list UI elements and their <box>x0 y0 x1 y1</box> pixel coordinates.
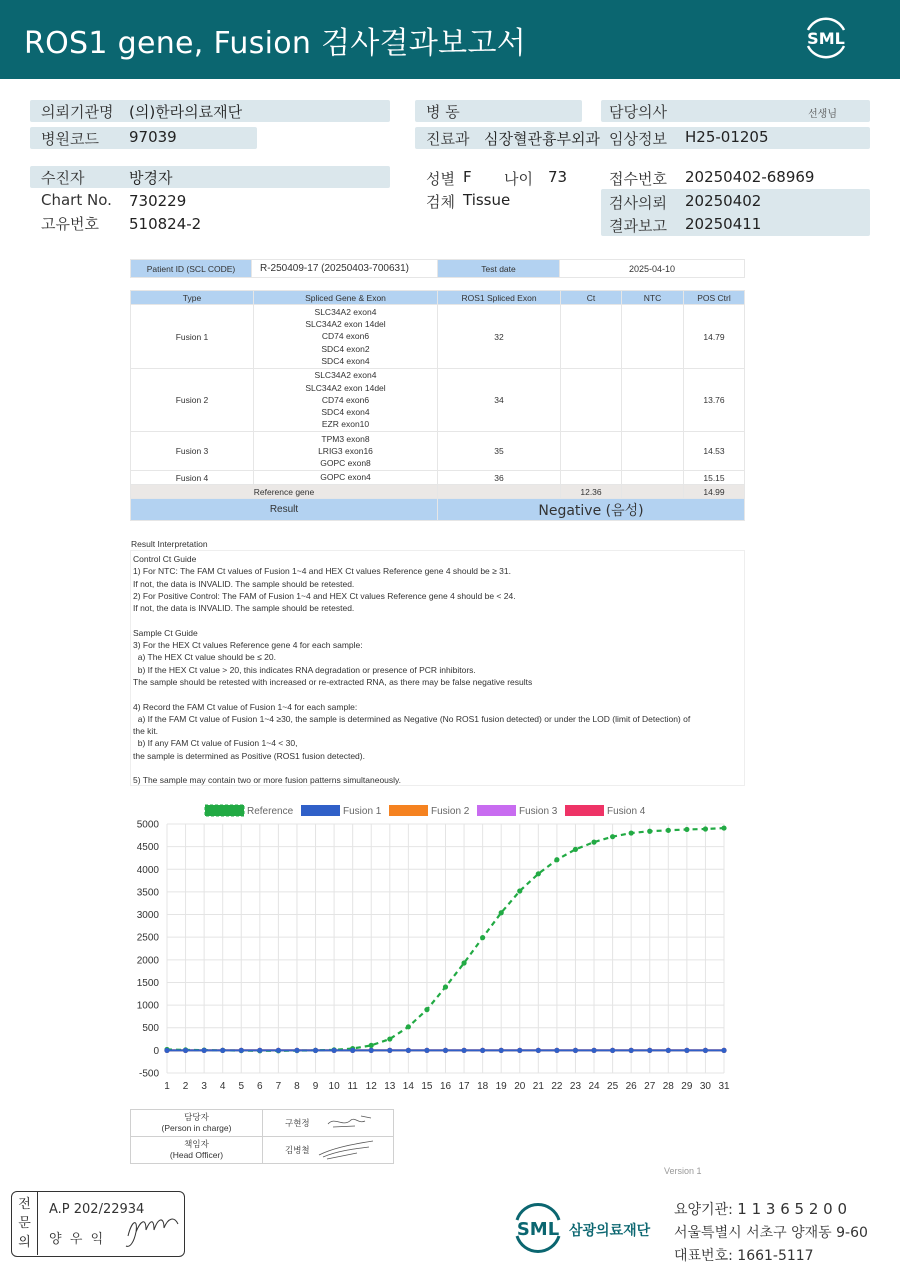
result-row <box>131 499 745 521</box>
ntc-cell <box>622 369 684 432</box>
data-point <box>721 1048 726 1053</box>
footer-provider-value: 1 1 3 6 5 2 0 0 <box>737 1200 848 1218</box>
x-tick-label: 13 <box>384 1081 396 1092</box>
data-point <box>461 1048 466 1053</box>
x-tick-label: 7 <box>275 1081 282 1092</box>
gene-line: EZR exon10 <box>321 419 370 430</box>
interpretation-line <box>133 688 742 700</box>
x-tick-label: 8 <box>294 1081 300 1092</box>
sml-logo-text: SML <box>807 29 845 48</box>
stamp-name: 양 우 익 <box>49 1232 104 1247</box>
data-point <box>517 1048 522 1053</box>
sml-logo-icon <box>800 12 852 64</box>
head-officer-role-en: (Head Officer) <box>169 1150 224 1160</box>
type-cell: Fusion 4 <box>131 471 254 485</box>
x-tick-label: 26 <box>625 1081 637 1092</box>
doctor-suffix: 선생님 <box>808 109 837 120</box>
legend-label: Fusion 1 <box>343 806 382 817</box>
data-point <box>573 1048 578 1053</box>
footer-org-name: 삼광의료재단 <box>569 1223 651 1239</box>
type-cell: Fusion 2 <box>131 369 254 432</box>
data-point <box>591 840 596 845</box>
col-header-exon: ROS1 Spliced Exon <box>438 291 561 305</box>
data-point <box>276 1048 281 1053</box>
data-point <box>666 828 671 833</box>
unique-label: 고유번호 <box>41 215 99 233</box>
data-point <box>517 888 522 893</box>
data-point <box>443 984 448 989</box>
reference-exon <box>438 485 561 499</box>
data-point <box>313 1048 318 1053</box>
hospital-code-label: 병원코드 <box>41 130 99 148</box>
request-value: 20250402 <box>685 192 762 210</box>
data-point <box>369 1043 374 1048</box>
x-tick-label: 21 <box>532 1081 544 1092</box>
signature-row-1 <box>131 1110 394 1137</box>
y-tick-label: 0 <box>153 1045 159 1057</box>
data-point <box>294 1048 299 1053</box>
stamp-side-label <box>12 1192 38 1255</box>
data-point <box>480 935 485 940</box>
x-tick-label: 6 <box>257 1081 263 1092</box>
interpretation-line: the kit. <box>133 726 159 737</box>
interpretation-title: Result Interpretation <box>131 539 208 549</box>
chart-value: 730229 <box>129 192 187 210</box>
chart-label: Chart No. <box>41 191 112 209</box>
data-point <box>387 1048 392 1053</box>
interpretation-line: The sample should be retested with increased or re-extracted RNA, as there may be false negative results <box>133 676 533 687</box>
data-point <box>387 1036 392 1041</box>
type-cell: Fusion 3 <box>131 432 254 471</box>
x-tick-label: 17 <box>458 1081 470 1092</box>
pos-cell: 13.76 <box>684 369 745 432</box>
head-officer-role-ko: 책임자 <box>184 1139 209 1149</box>
x-tick-label: 16 <box>439 1081 452 1092</box>
interpretation-line: 5) The sample may contain two or more fusion patterns simultaneously. <box>133 775 402 786</box>
result-label: Result <box>131 499 438 521</box>
legend-swatch <box>565 805 604 816</box>
x-tick-label: 20 <box>514 1081 526 1092</box>
y-tick-label: 5000 <box>136 819 159 831</box>
x-tick-label: 4 <box>219 1081 226 1092</box>
person-in-charge-role-en: (Person in charge) <box>161 1123 232 1133</box>
pos-cell: 15.15 <box>684 471 745 485</box>
interpretation-line: the sample is determined as Positive (ROS1 fusion detected). <box>133 750 365 761</box>
exon-cell: 32 <box>438 305 561 369</box>
reference-ct: 12.36 <box>561 485 622 499</box>
ct-cell <box>561 432 622 471</box>
data-point <box>610 834 615 839</box>
col-header-pos: POS Ctrl <box>684 291 745 305</box>
legend-label: Fusion 4 <box>607 806 646 817</box>
data-point <box>499 1048 504 1053</box>
data-point <box>406 1024 411 1029</box>
interpretation-line <box>133 614 742 626</box>
gene-line: GOPC exon8 <box>320 458 371 469</box>
stamp-code: A.P 202/22934 <box>49 1202 145 1217</box>
pos-cell: 14.53 <box>684 432 745 471</box>
ntc-cell <box>622 432 684 471</box>
result-row-fusion-3 <box>131 432 745 471</box>
footer-phone-label: 대표번호: <box>674 1248 733 1264</box>
data-point <box>629 830 634 835</box>
y-tick-label: 2500 <box>136 932 159 944</box>
y-tick-label: 500 <box>142 1023 159 1035</box>
request-label: 검사의뢰 <box>609 194 667 212</box>
data-point <box>239 1048 244 1053</box>
data-point <box>461 960 466 965</box>
data-point <box>480 1048 485 1053</box>
result-row-fusion-4 <box>131 471 745 485</box>
signature-row-2 <box>131 1137 394 1164</box>
gene-line: SLC34A2 exon4 <box>314 370 377 381</box>
interpretation-line: b) If any FAM Ct value of Fusion 1~4 < 30, <box>133 738 298 749</box>
data-point <box>220 1048 225 1053</box>
col-header-ct: Ct <box>561 291 622 305</box>
head-officer-role <box>131 1137 263 1164</box>
legend-swatch <box>301 805 340 816</box>
x-tick-label: 2 <box>182 1081 189 1092</box>
patient-value: 방경자 <box>129 169 173 187</box>
head-officer-sign <box>263 1137 394 1164</box>
reference-row <box>131 485 745 499</box>
sex-label: 성별 <box>426 170 455 188</box>
gene-cell <box>254 305 438 369</box>
x-tick-label: 29 <box>681 1081 693 1092</box>
data-point <box>554 1048 559 1053</box>
institution-label: 의뢰기관명 <box>41 103 114 121</box>
x-tick-label: 31 <box>718 1081 730 1092</box>
interpretation-line: 2) For Positive Control: The FAM of Fusion 1~4 and HEX Ct values Reference gene 4 should be < 24. <box>133 590 516 601</box>
exon-cell: 35 <box>438 432 561 471</box>
result-table <box>130 290 745 521</box>
patient-id-label: Patient ID (SCL CODE) <box>131 260 252 278</box>
gene-line: SDC4 exon4 <box>321 407 370 418</box>
person-in-charge-sign <box>263 1110 394 1137</box>
result-row-fusion-2 <box>131 369 745 432</box>
data-point <box>443 1048 448 1053</box>
result-row-fusion-1 <box>131 305 745 369</box>
signature-2-icon <box>317 1139 377 1161</box>
specimen-label: 검체 <box>426 193 455 211</box>
test-date-label: Test date <box>438 260 560 278</box>
interpretation-box <box>130 550 745 786</box>
legend-label: Fusion 3 <box>519 806 558 817</box>
data-point <box>202 1048 207 1053</box>
signature-table <box>130 1109 394 1164</box>
footer-sml-logo-icon <box>508 1198 568 1256</box>
result-table-body <box>131 305 745 485</box>
y-tick-label: 4500 <box>136 842 159 854</box>
x-tick-label: 25 <box>607 1081 619 1092</box>
dept-label: 진료과 <box>426 130 470 148</box>
data-point <box>629 1048 634 1053</box>
patient-label: 수진자 <box>41 169 85 187</box>
col-header-gene: Spliced Gene & Exon <box>254 291 438 305</box>
x-tick-label: 1 <box>164 1081 170 1092</box>
x-tick-label: 3 <box>201 1081 207 1092</box>
legend-swatch <box>389 805 428 816</box>
age-label: 나이 <box>504 170 533 188</box>
ntc-cell <box>622 471 684 485</box>
receipt-value: 20250402-68969 <box>685 168 815 186</box>
report-value: 20250411 <box>685 215 762 233</box>
patient-id-table <box>130 259 745 278</box>
gene-line: SLC34A2 exon4 <box>314 306 377 317</box>
x-tick-label: 14 <box>402 1081 414 1092</box>
stamp-char-2: 문 <box>18 1216 31 1231</box>
data-point <box>591 1048 596 1053</box>
x-tick-label: 28 <box>662 1081 674 1092</box>
interpretation-line: b) If the HEX Ct value > 20, this indicates RNA degradation or presence of PCR inhibitors. <box>133 664 476 675</box>
gene-line: SDC4 exon2 <box>321 343 370 354</box>
y-tick-label: 1500 <box>136 977 159 989</box>
legend-swatch <box>477 805 516 816</box>
data-point <box>406 1048 411 1053</box>
y-tick-label: 3000 <box>136 910 159 922</box>
x-tick-label: 27 <box>644 1081 656 1092</box>
stamp-char-1: 전 <box>18 1197 31 1212</box>
interpretation-line <box>133 762 742 774</box>
type-cell: Fusion 1 <box>131 305 254 369</box>
reference-label: Reference gene <box>131 485 438 499</box>
age-value: 73 <box>548 168 568 186</box>
data-point <box>369 1048 374 1053</box>
data-point <box>647 829 652 834</box>
gene-line: CD74 exon6 <box>321 331 370 342</box>
legend-label: Reference <box>247 806 294 817</box>
ct-cell <box>561 369 622 432</box>
footer-line-3 <box>674 1245 814 1265</box>
interpretation-line: a) The HEX Ct value should be ≤ 20. <box>133 652 276 663</box>
specialist-stamp <box>11 1191 185 1257</box>
clinical-label: 임상정보 <box>609 130 667 148</box>
patient-id-value: R-250409-17 (20250403-700631) <box>252 260 438 278</box>
gene-line: LRIG3 exon16 <box>318 445 373 456</box>
x-tick-label: 10 <box>328 1081 340 1092</box>
person-in-charge-role-ko: 담당자 <box>184 1112 209 1122</box>
stamp-char-3: 의 <box>18 1235 31 1250</box>
x-tick-label: 12 <box>365 1081 377 1092</box>
interpretation-line: 4) Record the FAM Ct value of Fusion 1~4 for each sample: <box>133 701 358 712</box>
ward-label: 병 동 <box>426 103 460 121</box>
person-in-charge-name: 구현정 <box>285 1118 310 1128</box>
version-label: Version 1 <box>664 1166 702 1176</box>
data-point <box>703 826 708 831</box>
gene-line: CD74 exon6 <box>321 394 370 405</box>
x-tick-label: 18 <box>477 1081 489 1092</box>
y-tick-label: 4000 <box>136 864 159 876</box>
x-tick-label: 19 <box>495 1081 507 1092</box>
gene-cell <box>254 369 438 432</box>
x-tick-label: 22 <box>551 1081 563 1092</box>
data-point <box>721 825 726 830</box>
gene-line: SDC4 exon4 <box>321 355 370 366</box>
footer-line-1 <box>674 1199 847 1219</box>
data-point <box>424 1007 429 1012</box>
data-point <box>499 910 504 915</box>
x-tick-label: 15 <box>421 1081 433 1092</box>
data-point <box>610 1048 615 1053</box>
data-point <box>424 1048 429 1053</box>
data-point <box>536 1048 541 1053</box>
data-point <box>647 1048 652 1053</box>
y-tick-label: 1000 <box>136 1000 159 1012</box>
interpretation-line: 3) For the HEX Ct values Reference gene 4 for each sample: <box>133 640 363 651</box>
data-point <box>350 1048 355 1053</box>
x-tick-label: 24 <box>588 1081 600 1092</box>
x-tick-label: 11 <box>347 1081 358 1092</box>
signature-1-icon <box>325 1112 375 1132</box>
hospital-code-value: 97039 <box>129 128 177 146</box>
result-table-header-row <box>131 291 745 305</box>
data-point <box>684 827 689 832</box>
receipt-label: 접수번호 <box>609 170 667 188</box>
x-tick-label: 23 <box>569 1081 582 1092</box>
interpretation-line: If not, the data is INVALID. The sample should be retested. <box>133 603 355 614</box>
data-point <box>536 871 541 876</box>
unique-value: 510824-2 <box>129 215 202 233</box>
stamp-signature-icon <box>124 1206 184 1250</box>
data-point <box>332 1048 337 1053</box>
legend-label: Fusion 2 <box>431 806 470 817</box>
interpretation-line: Sample Ct Guide <box>133 627 198 638</box>
ntc-cell <box>622 305 684 369</box>
col-header-ntc: NTC <box>622 291 684 305</box>
exon-cell: 34 <box>438 369 561 432</box>
dept-value: 심장혈관흉부외과 <box>484 130 600 148</box>
interpretation-line: Control Ct Guide <box>133 554 197 564</box>
data-point <box>684 1048 689 1053</box>
y-tick-label: 3500 <box>136 887 159 899</box>
reference-ntc <box>622 485 684 499</box>
exon-cell: 36 <box>438 471 561 485</box>
clinical-value: H25-01205 <box>685 128 769 146</box>
amplification-chart <box>130 800 745 1095</box>
interpretation-line: 1) For NTC: The FAM Ct values of Fusion 1~4 and HEX Ct values Reference gene 4 should be ≥ 31. <box>133 566 511 577</box>
sex-value: F <box>463 168 472 186</box>
doctor-label: 담당의사 <box>609 103 667 121</box>
x-tick-label: 9 <box>312 1081 319 1092</box>
gene-line: SLC34A2 exon 14del <box>305 382 386 393</box>
footer-address: 서울특별시 서초구 양재동 9-60 <box>674 1225 868 1241</box>
footer-phone-value: 1661-5117 <box>737 1248 814 1264</box>
data-point <box>257 1048 262 1053</box>
gene-cell <box>254 471 438 485</box>
footer-logo-text: SML <box>516 1219 560 1240</box>
footer-provider-label: 요양기관: <box>674 1202 733 1218</box>
data-point <box>666 1048 671 1053</box>
data-point <box>703 1048 708 1053</box>
result-value: Negative (음성) <box>438 499 745 521</box>
data-point <box>573 847 578 852</box>
specimen-value: Tissue <box>463 191 511 209</box>
gene-line: GOPC exon4 <box>320 472 371 483</box>
x-tick-label: 5 <box>238 1081 245 1092</box>
test-date-value: 2025-04-10 <box>560 260 745 278</box>
data-point <box>183 1048 188 1053</box>
data-point <box>164 1048 169 1053</box>
y-tick-label: -500 <box>138 1068 159 1080</box>
pos-cell: 14.79 <box>684 305 745 369</box>
col-header-type: Type <box>131 291 254 305</box>
institution-value: (의)한라의료재단 <box>129 103 243 121</box>
y-tick-label: 2000 <box>136 955 159 967</box>
interpretation-line: If not, the data is INVALID. The sample should be retested. <box>133 578 355 589</box>
head-officer-name: 김병철 <box>285 1145 310 1155</box>
report-title: ROS1 gene, Fusion 검사결과보고서 <box>24 26 527 61</box>
x-tick-label: 30 <box>699 1081 711 1092</box>
reference-pos: 14.99 <box>684 485 745 499</box>
interpretation-line: a) If the FAM Ct value of Fusion 1~4 ≥30, the sample is determined as Negative (No ROS1 fusion detected) or under the LOD (limit of Detection) of <box>133 713 691 724</box>
gene-line: TPM3 exon8 <box>321 433 370 444</box>
ct-cell <box>561 305 622 369</box>
gene-line: SLC34A2 exon 14del <box>305 319 386 330</box>
legend-swatch <box>205 805 244 816</box>
ct-cell <box>561 471 622 485</box>
data-point <box>554 857 559 862</box>
person-in-charge-role <box>131 1110 263 1137</box>
report-label: 결과보고 <box>609 217 667 235</box>
gene-cell <box>254 432 438 471</box>
